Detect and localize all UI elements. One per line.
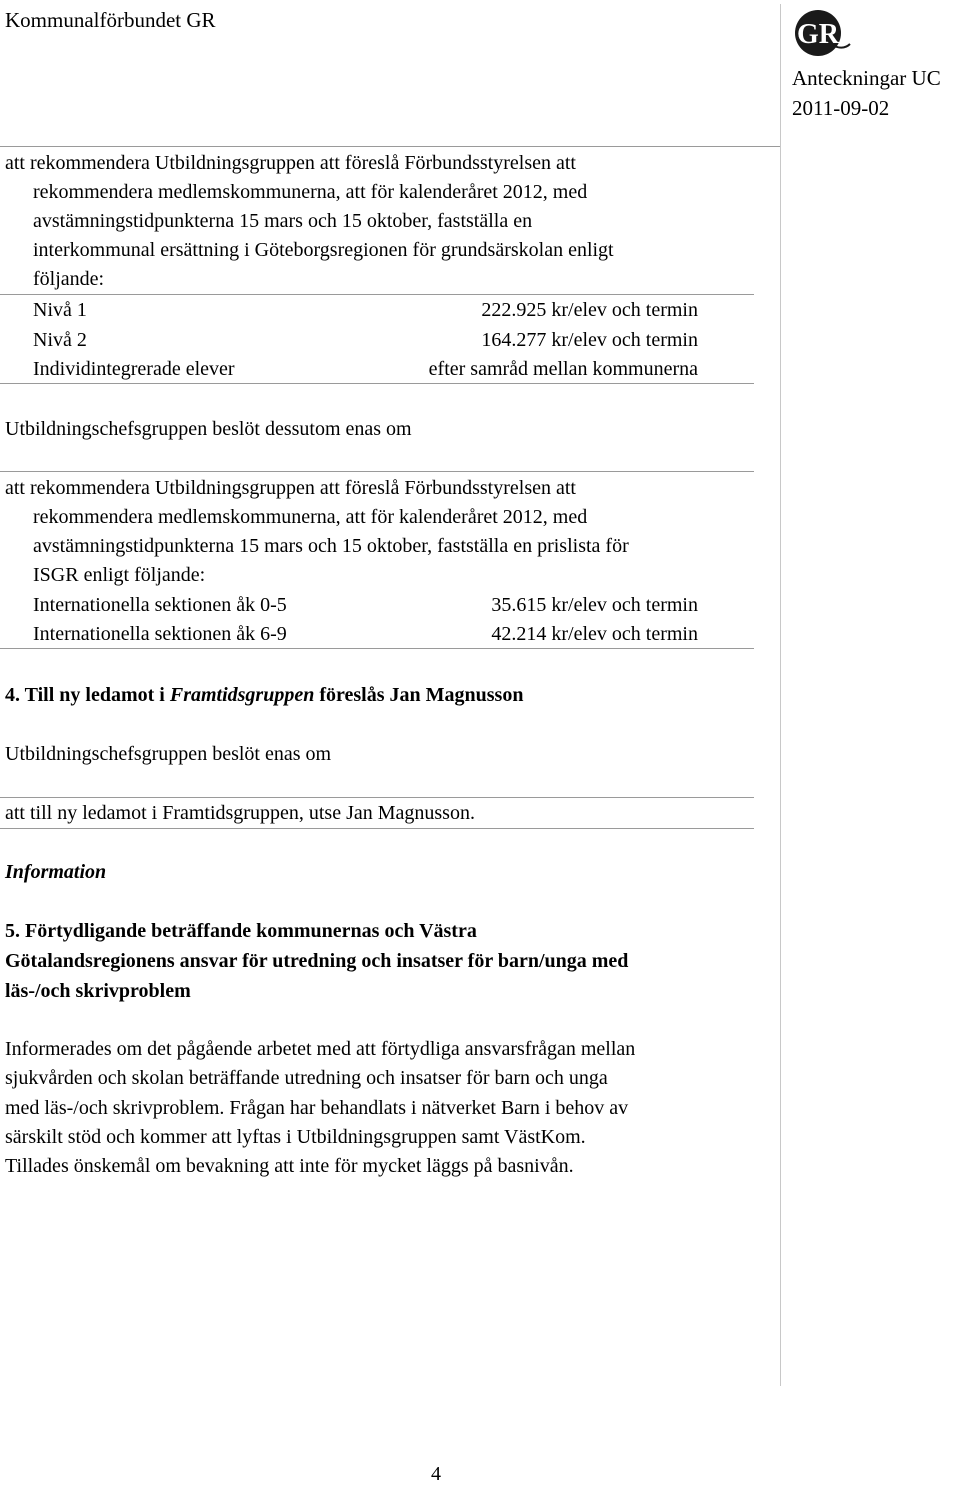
item4-heading [5,684,523,707]
document-date: 2011-09-02 [792,96,890,120]
decision-line: rekommendera medlemskommunerna, att för kalenderåret 2012, med [33,181,588,203]
body-line: med läs-/och skrivproblem. Frågan har behandlats i nätverket Barn i behov av [5,1097,629,1119]
page-number: 4 [431,1463,441,1485]
margin-line [780,4,781,1386]
divider [0,146,780,147]
decision-line: att rekommendera Utbildningsgruppen att föreslå Förbundsstyrelsen att [5,152,576,174]
organization-name: Kommunalförbundet GR [5,8,216,32]
decision-line: att rekommendera Utbildningsgruppen att föreslå Förbundsstyrelsen att [5,477,576,499]
item4-decision: att till ny ledamot i Framtidsgruppen, utse Jan Magnusson. [5,802,475,824]
item5-heading-line: Götalandsregionens ansvar för utredning och insatser för barn/unga med [5,950,629,972]
decision-line: interkommunal ersättning i Göteborgsregionen för grundsärskolan enligt [33,239,614,261]
body-line: Tillades önskemål om bevakning att inte för mycket läggs på basnivån. [5,1155,574,1177]
decision-line: rekommendera medlemskommunerna, att för kalenderåret 2012, med [33,506,588,528]
fee-value: 164.277 kr/elev och termin [481,329,698,351]
divider [0,383,754,384]
divider [0,797,754,798]
fee-value: 42.214 kr/elev och termin [491,623,698,645]
fee-label: Internationella sektionen åk 0-5 [33,594,287,616]
body-line: sjukvården och skolan beträffande utredning och insatser för barn och unga [5,1067,608,1089]
fee-label: Internationella sektionen åk 6-9 [33,623,287,645]
divider [0,294,754,295]
decision-line: ISGR enligt följande: [33,564,206,586]
fee-label: Individintegrerade elever [33,358,235,380]
fee-value: 35.615 kr/elev och termin [491,594,698,616]
body-line: särskilt stöd och kommer att lyftas i Utbildningsgruppen samt VästKom. [5,1126,586,1148]
gr-logo-icon [794,6,852,60]
fee-label: Nivå 1 [33,299,87,321]
svg-text:GR: GR [797,19,839,50]
divider [0,828,754,829]
item4-heading-pre: Till ny ledamot i [24,684,165,706]
item4-heading-italic: Framtidsgruppen [169,684,315,706]
fee-value: efter samråd mellan kommunerna [428,358,698,380]
document-title: Anteckningar UC [792,66,941,90]
section-heading-information: Information [5,861,107,883]
decision-line: avstämningstidpunkterna 15 mars och 15 oktober, fastställa en [33,210,533,232]
fee-value: 222.925 kr/elev och termin [481,299,698,321]
gr-logo [794,6,852,60]
decision-line: följande: [33,268,105,290]
divider [0,471,754,472]
item4-number: 4. [5,684,20,706]
item4-heading-post: föreslås Jan Magnusson [319,684,524,706]
body-line: Informerades om det pågående arbetet med att förtydliga ansvarsfrågan mellan [5,1038,636,1060]
item5-heading-line: läs-/och skrivproblem [5,980,191,1002]
fee-label: Nivå 2 [33,329,87,351]
decision-line: avstämningstidpunkterna 15 mars och 15 oktober, fastställa en prislista för [33,535,629,557]
decision-intro: Utbildningschefsgruppen beslöt dessutom enas om [5,418,412,440]
item5-heading-line: 5. Förtydligande beträffande kommunernas och Västra [5,920,477,942]
divider [0,648,754,649]
item4-intro: Utbildningschefsgruppen beslöt enas om [5,743,332,765]
